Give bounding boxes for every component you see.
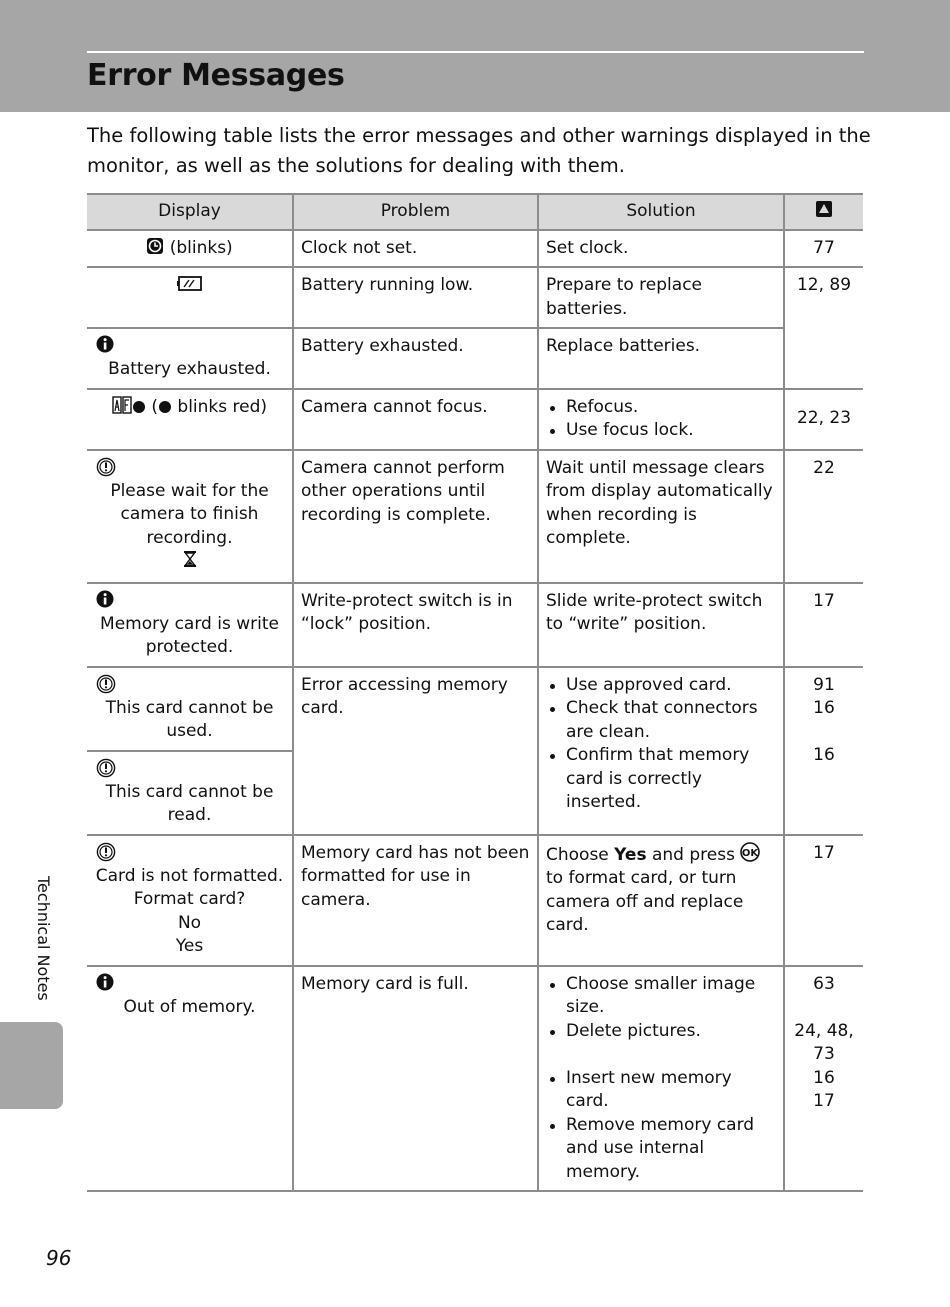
- section-side-tab: [0, 1022, 63, 1109]
- table-row: [87, 667, 863, 751]
- table-row: [87, 328, 863, 389]
- column-header-problem: Problem: [293, 194, 538, 230]
- solution-item: Delete pictures.: [546, 1020, 776, 1044]
- solution-text: to format card, or turn camera off and replace card.: [546, 868, 744, 935]
- warning-icon: [96, 457, 116, 477]
- display-text-mid: (: [145, 396, 158, 417]
- solution-cell: Slide write-protect switch to “write” position.: [538, 583, 784, 667]
- solution-item: Insert new memory card.: [546, 1067, 776, 1114]
- display-text: This card cannot be used.: [105, 697, 274, 741]
- solution-cell: Wait until message clears from display automatically when recording is complete.: [538, 450, 784, 583]
- display-text: Battery exhausted.: [108, 359, 271, 379]
- problem-cell: Write-protect switch is in “lock” position.: [293, 583, 538, 667]
- display-text: blinks red): [172, 396, 268, 417]
- solution-text: and press: [646, 844, 741, 865]
- solution-cell: Replace batteries.: [538, 328, 784, 389]
- ok-button-icon: [740, 842, 760, 862]
- info-icon: [96, 973, 114, 991]
- af-focus-indicator-icon: [112, 396, 132, 414]
- problem-cell: Camera cannot focus.: [293, 389, 538, 450]
- solution-cell: [538, 835, 784, 966]
- problem-cell: Battery running low.: [293, 267, 538, 328]
- solution-item: Remove memory card and use internal memory.: [546, 1114, 776, 1185]
- svg-text:OK: OK: [742, 847, 759, 859]
- page-cell: 22, 23: [784, 389, 863, 450]
- display-cell: [87, 667, 293, 751]
- page-number: 96: [46, 1246, 72, 1270]
- solution-bold-text: Yes: [614, 844, 647, 865]
- warning-icon: [96, 758, 116, 778]
- info-icon: [96, 590, 114, 608]
- display-cell: [87, 583, 293, 667]
- error-messages-table: [87, 193, 863, 1192]
- page-title: Error Messages: [87, 58, 345, 93]
- solution-item: Use focus lock.: [546, 419, 776, 443]
- intro-paragraph: The following table lists the error messages and other warnings displayed in the monitor, as well as the solutions for dealing with them.: [87, 124, 871, 177]
- page-cell: 63 24, 48, 73 16 17: [784, 966, 863, 1192]
- display-cell: [87, 389, 293, 450]
- problem-cell: Camera cannot perform other operations until recording is complete.: [293, 450, 538, 583]
- focus-indicator-dot-icon: [132, 400, 146, 414]
- solution-item: Use approved card.: [546, 674, 776, 698]
- page-reference-icon: [815, 200, 833, 218]
- page-cell: 17: [784, 835, 863, 966]
- problem-cell: Memory card is full.: [293, 966, 538, 1192]
- solution-item: Check that connectors are clean.: [546, 697, 776, 744]
- solution-text: Choose: [546, 844, 615, 865]
- page-cell: 22: [784, 450, 863, 583]
- hourglass-icon: [183, 550, 197, 568]
- problem-cell: Memory card has not been formatted for use in camera.: [293, 835, 538, 966]
- solution-item: Choose smaller image size.: [546, 973, 776, 1020]
- table-row: [87, 230, 863, 268]
- column-header-solution: Solution: [538, 194, 784, 230]
- display-text: (blinks): [169, 237, 233, 258]
- page-cell: 91 16 16: [784, 667, 863, 835]
- page-cell: 17: [784, 583, 863, 667]
- solution-cell: Set clock.: [538, 230, 784, 268]
- display-cell: [87, 835, 293, 966]
- column-header-page: [784, 194, 863, 230]
- display-cell: [87, 267, 293, 328]
- display-cell: [87, 328, 293, 389]
- display-cell: [87, 230, 293, 268]
- column-header-display: Display: [87, 194, 293, 230]
- solution-item: Refocus.: [546, 396, 776, 420]
- problem-cell: Battery exhausted.: [293, 328, 538, 389]
- focus-indicator-dot-icon: [158, 400, 172, 414]
- table-row: [87, 835, 863, 966]
- display-cell: [87, 966, 293, 1192]
- solution-cell: [538, 966, 784, 1192]
- problem-cell: Error accessing memory card.: [293, 667, 538, 835]
- info-icon: [96, 335, 114, 353]
- clock-icon: [146, 237, 164, 255]
- solution-cell: [538, 389, 784, 450]
- table-row: [87, 267, 863, 328]
- display-text: Card is not formatted. Format card? No Yes: [95, 865, 284, 956]
- header-rule: [87, 51, 864, 53]
- warning-icon: [96, 842, 116, 862]
- section-side-label: Technical Notes: [34, 876, 53, 1001]
- page-cell: 77: [784, 230, 863, 268]
- table-row: [87, 583, 863, 667]
- header-band: [0, 0, 950, 112]
- solution-item: Confirm that memory card is correctly inserted.: [546, 744, 776, 815]
- problem-cell: Clock not set.: [293, 230, 538, 268]
- page-cell: 12, 89: [784, 267, 863, 389]
- battery-low-icon: [176, 274, 204, 292]
- display-text: Please wait for the camera to finish recording.: [110, 480, 269, 548]
- solution-cell: [538, 667, 784, 835]
- table-row: [87, 450, 863, 583]
- table-header-row: [87, 194, 863, 230]
- display-text: Out of memory.: [123, 996, 256, 1017]
- display-text: This card cannot be read.: [105, 781, 274, 825]
- solution-cell: Prepare to replace batteries.: [538, 267, 784, 328]
- display-text: Memory card is write protected.: [100, 613, 279, 657]
- display-cell: [87, 751, 293, 835]
- warning-icon: [96, 674, 116, 694]
- table-row: [87, 389, 863, 450]
- display-cell: [87, 450, 293, 583]
- table-row: [87, 966, 863, 1192]
